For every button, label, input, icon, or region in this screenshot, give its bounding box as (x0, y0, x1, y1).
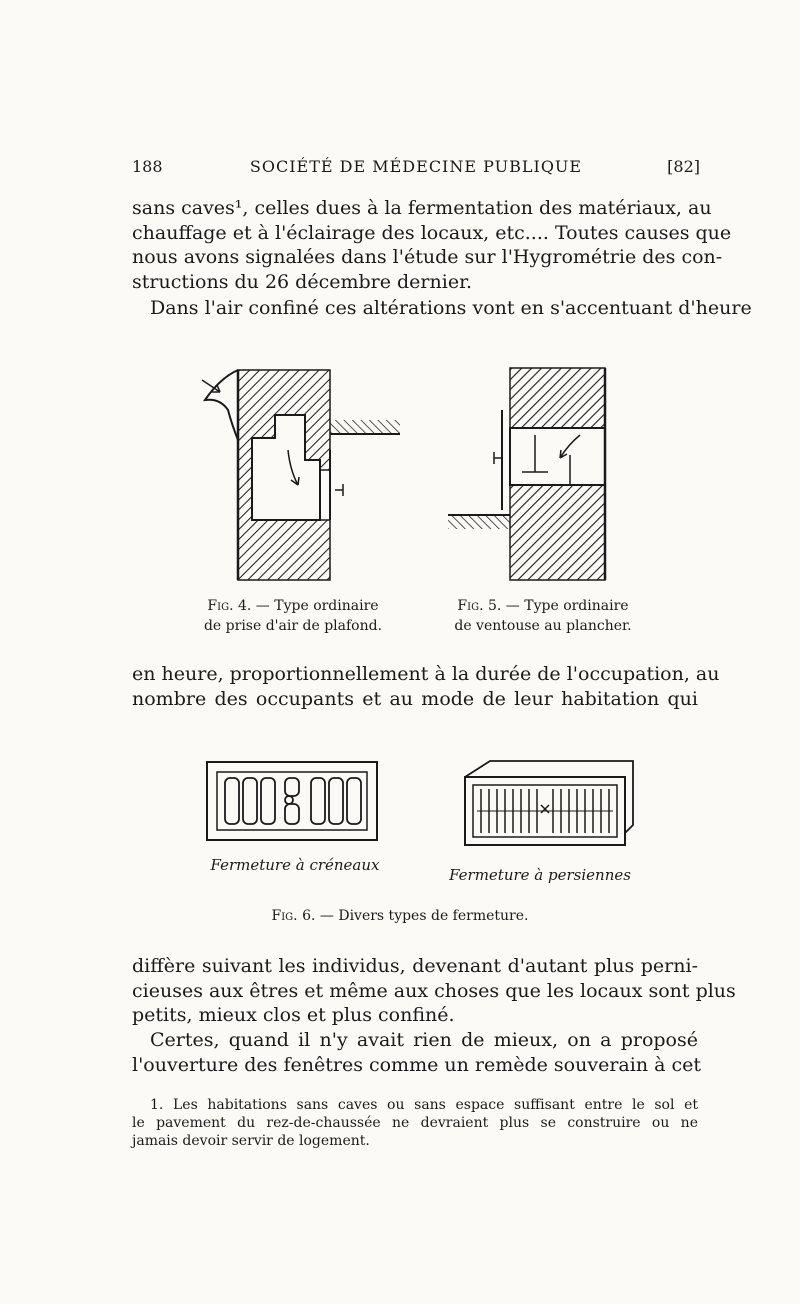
figure-6-louvered-drawing (455, 755, 640, 855)
running-title: SOCIÉTÉ DE MÉDECINE PUBLIQUE (249, 157, 583, 176)
figure-5-caption (428, 596, 658, 636)
figure-5-caption-line-1: — Type ordinaire (501, 598, 629, 614)
figure-5-drawing (440, 360, 620, 590)
figure-6-caption-text: — Divers types de fermeture. (315, 908, 529, 924)
figure-6-caption (230, 906, 570, 926)
running-header (132, 157, 700, 181)
text-line: sans caves¹, celles dues à la fermentation des matériaux, au (132, 197, 712, 219)
text-line: chauffage et à l'éclairage des locaux, etc.... Toutes causes que (132, 221, 732, 244)
figure-4-caption (178, 596, 408, 636)
text-line: nombre des occupants et au mode de leur habitation qui (132, 687, 698, 710)
paragraph-2 (132, 296, 752, 321)
text-line: en heure, proportionnellement à la durée de l'occupation, au (132, 663, 720, 685)
page-ref: [82] (667, 157, 700, 176)
figure-6-left-label: Fermeture à créneaux (210, 856, 380, 874)
text-line: cieuses aux êtres et même aux choses que les locaux sont plus (132, 979, 736, 1002)
footnote (132, 1096, 698, 1150)
text-line: nous avons signalées dans l'étude sur l'Hygrométrie des con- (132, 246, 723, 268)
footnote-line: jamais devoir servir de logement. (132, 1133, 370, 1149)
paragraph-3 (132, 662, 720, 711)
figure-4-label: Fig. 4. (207, 598, 252, 614)
figure-6-crenellated-drawing (205, 760, 380, 845)
text-line: petits, mieux clos et plus confiné. (132, 1004, 455, 1026)
footnote-line: 1. Les habitations sans caves ou sans espace suffisant entre le sol et (150, 1097, 698, 1113)
paragraph-5 (132, 1028, 701, 1077)
figure-6-label: Fig. 6. (271, 908, 316, 924)
text-line: Dans l'air confiné ces altérations vont en s'accentuant d'heure (150, 297, 752, 319)
paragraph-1 (132, 196, 732, 294)
text-line: l'ouverture des fenêtres comme un remède souverain à cet (132, 1053, 701, 1076)
page-number: 188 (132, 157, 163, 176)
text-line: structions du 26 décembre dernier. (132, 270, 473, 293)
text-line: Certes, quand il n'y avait rien de mieux, on a proposé (150, 1029, 698, 1051)
figure-4-caption-line-2: de prise d'air de plafond. (203, 618, 383, 634)
figure-5-caption-line-2: de ventouse au plancher. (454, 618, 632, 634)
figure-6-right-label: Fermeture à persiennes (449, 866, 631, 884)
footnote-line: le pavement du rez-de-chaussée ne devraient plus se construire ou ne (132, 1115, 698, 1131)
text-line: diffère suivant les individus, devenant d'autant plus perni- (132, 955, 698, 977)
paragraph-4 (132, 954, 736, 1028)
figure-4-caption-line-1: — Type ordinaire (251, 598, 379, 614)
figure-5-label: Fig. 5. (457, 598, 502, 614)
figure-4-drawing (180, 350, 410, 590)
